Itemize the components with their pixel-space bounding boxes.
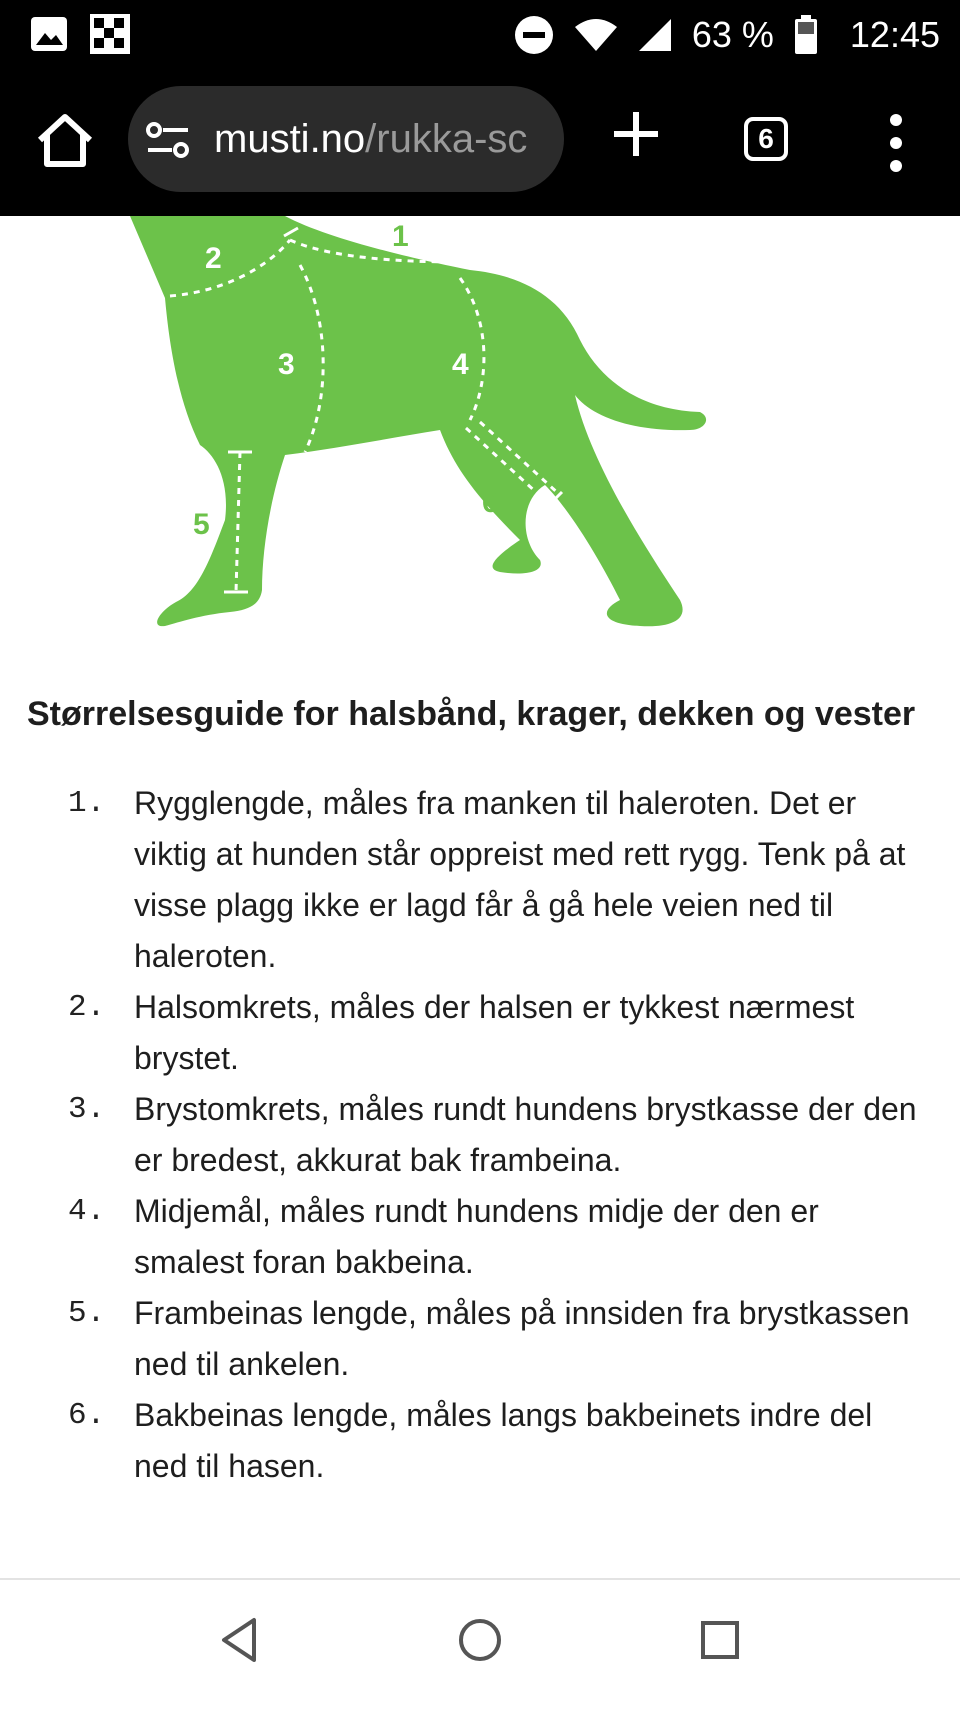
list-number: 4.	[68, 1194, 106, 1229]
tabs-icon[interactable]: 6	[744, 117, 788, 161]
new-tab-icon[interactable]	[612, 110, 660, 158]
list-text: Halsomkrets, måles der halsen er tykkest nærmest brystet.	[134, 989, 855, 1076]
measurement-list	[0, 778, 960, 1492]
signal-icon	[638, 18, 672, 52]
list-item	[0, 1084, 960, 1186]
label-1: 1	[392, 220, 409, 253]
home-circle-icon[interactable]	[450, 1610, 510, 1670]
browser-toolbar	[0, 70, 960, 216]
home-icon[interactable]	[34, 110, 96, 172]
url-path: /rukka-sc	[365, 117, 528, 161]
recents-icon[interactable]	[690, 1610, 750, 1670]
size-guide	[0, 690, 960, 1492]
list-item	[0, 1288, 960, 1390]
wifi-icon	[574, 17, 618, 53]
battery-icon	[794, 15, 818, 55]
list-number: 1.	[68, 786, 106, 821]
list-item	[0, 1186, 960, 1288]
url-text[interactable]	[214, 113, 554, 165]
status-bar	[0, 0, 960, 70]
do-not-disturb-icon	[514, 15, 554, 55]
url-bar[interactable]	[128, 86, 564, 192]
list-item	[0, 982, 960, 1084]
checker-icon	[88, 12, 132, 61]
list-number: 3.	[68, 1092, 106, 1127]
label-2: 2	[205, 242, 222, 275]
list-text: Frambeinas lengde, måles på innsiden fra brystkassen ned til ankelen.	[134, 1295, 910, 1382]
label-6: 6	[482, 486, 499, 519]
label-4: 4	[452, 348, 469, 381]
list-text: Brystomkrets, måles rundt hundens brystkasse der den er bredest, akkurat bak frambeina.	[134, 1091, 917, 1178]
site-settings-icon[interactable]	[146, 121, 190, 164]
battery-percent: 63 %	[691, 14, 774, 55]
more-vert-icon[interactable]	[882, 108, 910, 178]
system-nav-bar	[0, 1578, 960, 1709]
list-text: Rygglengde, måles fra manken til haleroten. Det er viktig at hunden står oppreist med rett rygg. Tenk på at visse plagg ikke er lagd får å gå hele veien ned til haleroten.	[134, 785, 906, 974]
url-domain: musti.no	[214, 117, 366, 161]
list-number: 6.	[68, 1398, 106, 1433]
list-text: Midjemål, måles rundt hundens midje der den er smalest foran bakbeina.	[134, 1193, 819, 1280]
dog-measurement-illustration	[0, 216, 960, 636]
list-item	[0, 778, 960, 982]
gallery-icon	[30, 16, 68, 57]
page-title: Størrelsesguide for halsbånd, krager, dekken og vester	[27, 695, 916, 733]
label-5: 5	[193, 508, 210, 541]
list-number: 5.	[68, 1296, 106, 1331]
back-icon[interactable]	[210, 1610, 270, 1670]
list-number: 2.	[68, 990, 106, 1025]
list-item	[0, 1390, 960, 1492]
list-text: Bakbeinas lengde, måles langs bakbeinets indre del ned til hasen.	[134, 1397, 873, 1484]
label-3: 3	[278, 348, 295, 381]
clock-time: 12:45	[849, 14, 940, 55]
